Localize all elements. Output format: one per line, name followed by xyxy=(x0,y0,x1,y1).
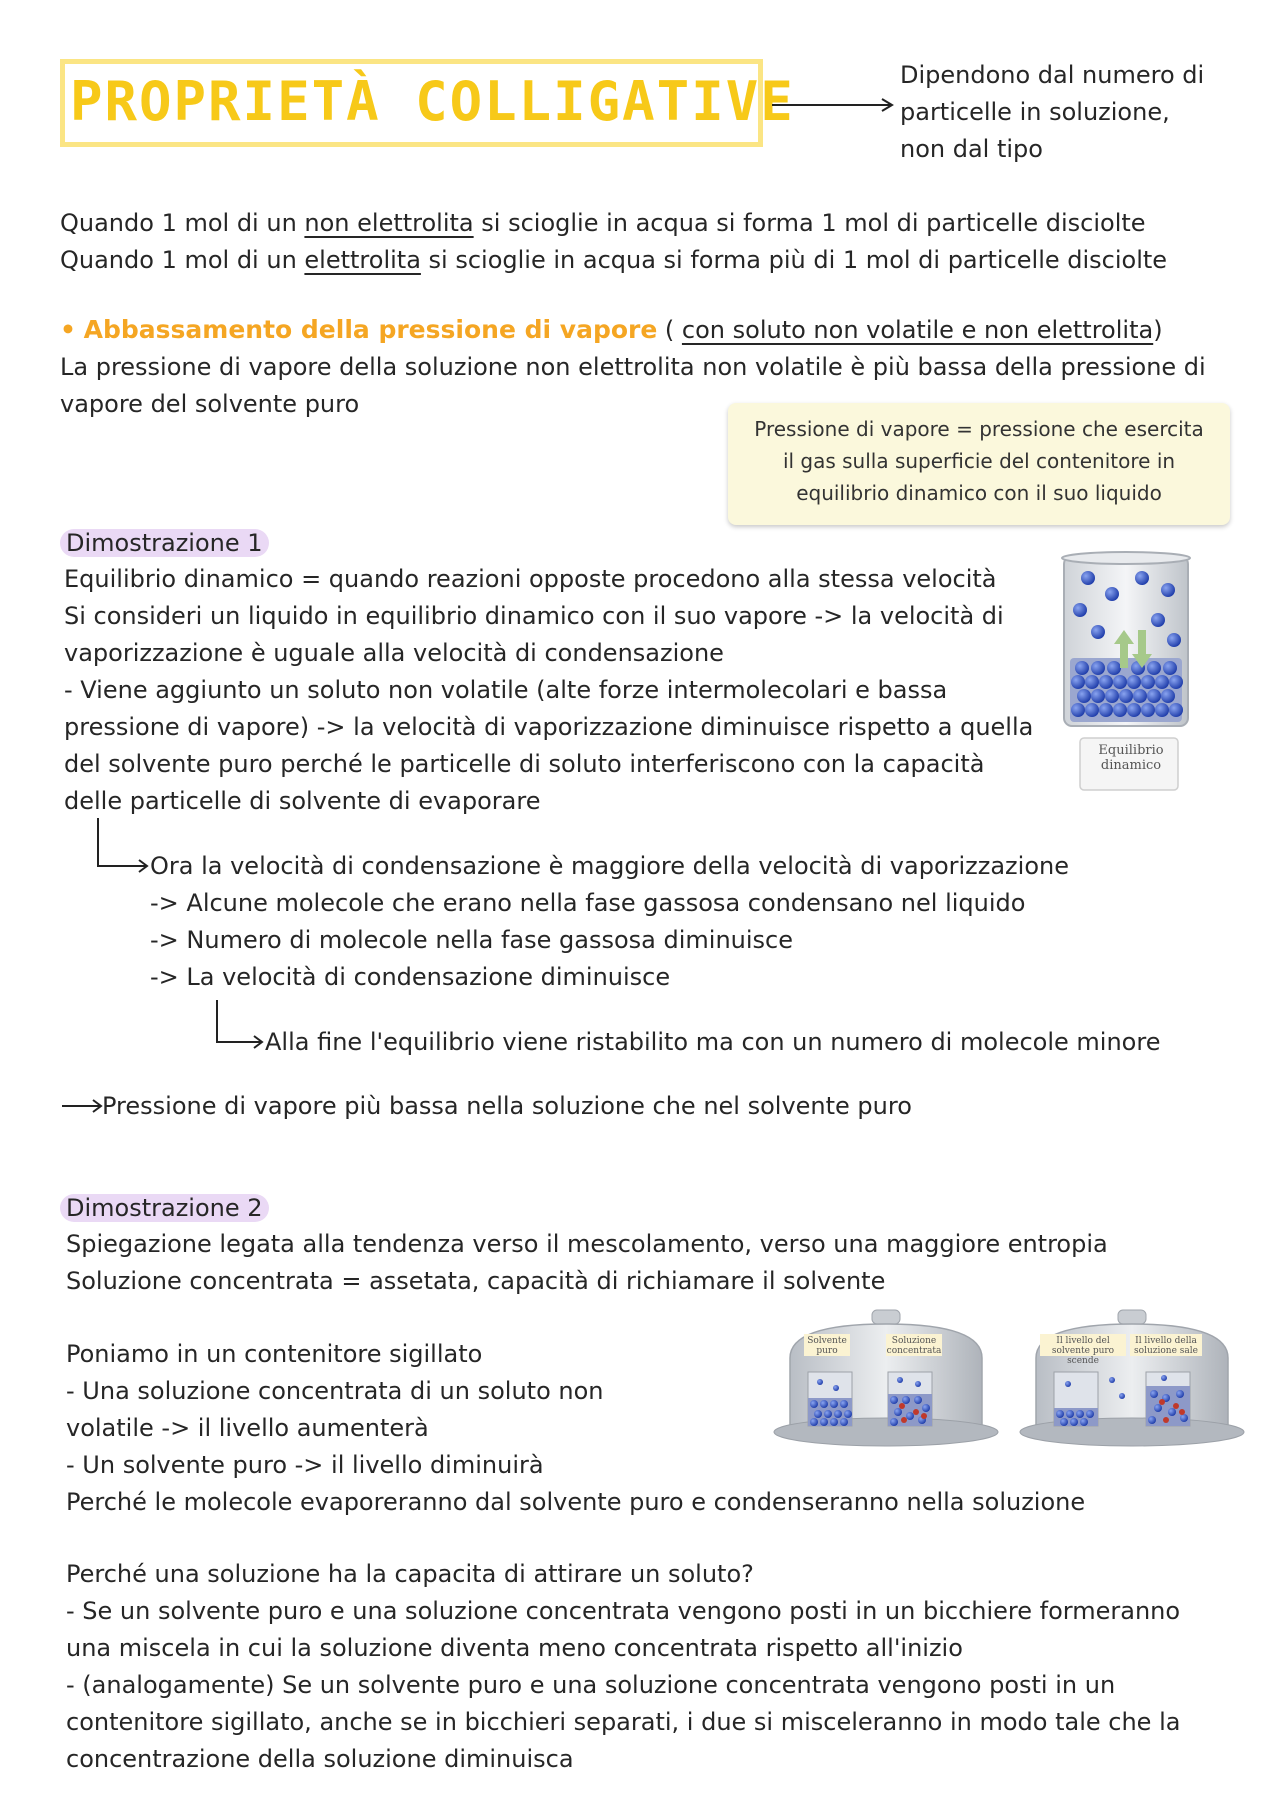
demo1-final: Alla fine l'equilibrio viene ristabilito ma con un numero di molecole minore xyxy=(265,1028,1161,1056)
demo1-text: Equilibrio dinamico = quando reazioni opposte procedono alla stessa velocità Si consideri un liquido in equilibrio dinamico con il suo vapore -> la velocità di vaporizzazione è uguale alla velocità di condensazione - Viene aggiunto un soluto non volatile (alte forze intermolecolari e bassa pressione di vapore) -> la velocità di vaporizzazione diminuisce rispetto a quella del solvente puro perché le particelle di soluto interferiscono con la capacità delle particelle di solvente di evaporare xyxy=(64,565,1034,815)
jar-label-soluzione-concentrata: Soluzione concentrata xyxy=(886,1336,942,1356)
arrow-right-icon xyxy=(770,95,900,115)
jar-label-solvente-puro: Solvente puro xyxy=(807,1336,847,1356)
beaker-figure-label: Equilibrio dinamico xyxy=(1098,743,1164,773)
section1-text: La pressione di vapore della soluzione non elettrolita non volatile è più bassa della pressione di vapore del solvente puro xyxy=(60,353,1206,418)
intro-line-1: Quando 1 mol di un non elettrolita si scioglie in acqua si forma 1 mol di particelle disciolte xyxy=(60,209,1146,237)
l-arrow-icon xyxy=(213,1000,269,1050)
demo2-text: Spiegazione legata alla tendenza verso il mescolamento, verso una maggiore entropia Soluzione concentrata = assetata, capacità di richiamare il solvente xyxy=(66,1230,1108,1295)
bell-jar-figures xyxy=(770,1308,1248,1460)
definition-box: Pressione di vapore = pressione che esercita il gas sulla superficie del contenitore in equilibrio dinamico con il suo liquido xyxy=(728,403,1230,525)
demo1-conclusion: Pressione di vapore più bassa nella soluzione che nel solvente puro xyxy=(102,1092,912,1120)
l-arrow-icon xyxy=(94,818,154,874)
demo2-label: Dimostrazione 2 xyxy=(66,1190,269,1227)
section1-heading: • Abbassamento della pressione di vapore ( con soluto non volatile e non elettrolita) xyxy=(60,315,1163,344)
arrow-right-icon xyxy=(60,1096,106,1116)
jar-label-solvente-scende: Il livello del solvente puro scende xyxy=(1051,1336,1115,1366)
page-title: PROPRIETÀ COLLIGATIVE xyxy=(70,70,795,133)
demo2-question: Perché una soluzione ha la capacita di attirare un soluto? - Se un solvente puro e una soluzione concentrata vengono posti in un bicchiere formeranno una miscela in cui la soluzione diventa meno concentrata rispetto all'inizio - (analogamente) Se un solvente puro e una soluzione concentrata vengono posti in un contenitore sigillato, anche se in bicchieri separati, i due si misceleranno in modo tale che la concentrazione della soluzione diminuisca xyxy=(66,1560,1181,1773)
jar-label-soluzione-sale: Il livello della soluzione sale xyxy=(1134,1336,1198,1356)
demo1-consequences: Ora la velocità di condensazione è maggiore della velocità di vaporizzazione -> Alcune molecole che erano nella fase gassosa condensano nel liquido -> Numero di molecole nella fase gassosa diminuisce -> La velocità di condensazione diminuisce xyxy=(150,852,1069,991)
intro-line-2: Quando 1 mol di un elettrolita si scioglie in acqua si forma più di 1 mol di particelle disciolte xyxy=(60,246,1168,274)
demo1-label: Dimostrazione 1 xyxy=(66,525,269,562)
title-note: Dipendono dal numero di particelle in soluzione, non dal tipo xyxy=(900,61,1205,163)
demo2-setup: Poniamo in un contenitore sigillato - Una soluzione concentrata di un soluto non volatile -> il livello aumenterà - Un solvente puro -> il livello diminuirà Perché le molecole evaporeranno dal solvente puro e condenseranno nella soluzione xyxy=(66,1340,1086,1516)
